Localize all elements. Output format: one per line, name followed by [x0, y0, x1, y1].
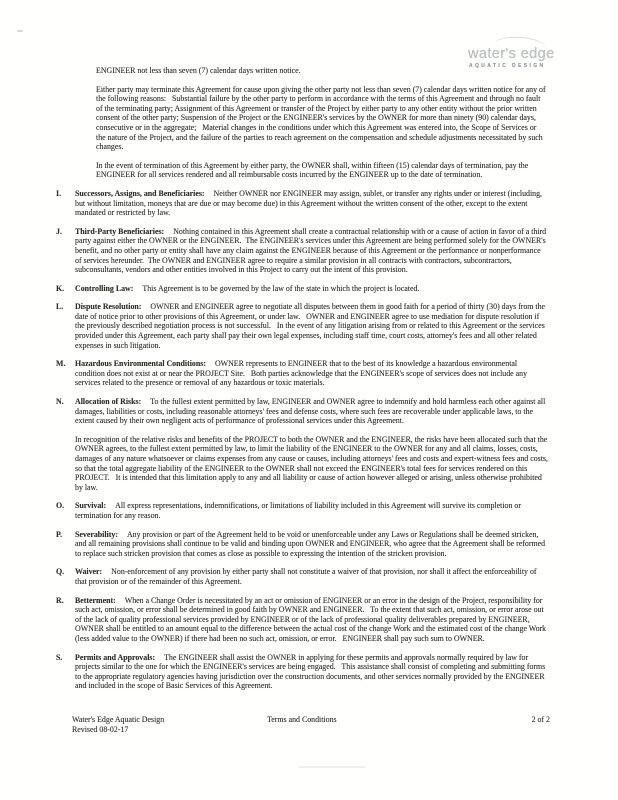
termination-for-cause-paragraph: Either party may terminate this Agreement for cause upon giving the other party not less than seven (7) calendar days written notice for any of the following reasons: Substantial failure by the other party to perform in accordance with the terms of this Agreement and through no fault of the terminating party; Assignment of this Agreement or transfer of the Project by either party to any other entity without the prior written consent of the other party; Suspension of the Project or the ENGINEER's services by the OWNER for more than ninety (90) calendar days, consecutive or in the aggregate; Material changes in the conditions under which this Agreement was entered into, the Scope of Services or the nature of the Project, and the failure of the parties to reach agreement on the compensation and schedule adjustments necessitated by such changes.	[96, 84, 548, 152]
section-successors-assigns-beneficiaries	[56, 189, 548, 218]
section-text: The ENGINEER shall assist the OWNER in applying for these permits and approvals normally required by law for projects similar to the one for which the ENGINEER's services are being engaged. This assistance shall consist of completing and submitting forms to the appropriate regulatory agencies having jurisdiction over the construction documents, and other services normally provided by the ENGINEER and included in the scope of Basic Services of this Agreement.	[75, 652, 548, 691]
section-letter: L.	[56, 302, 64, 312]
section-text: OWNER and ENGINEER agree to negotiate all disputes between them in good faith for a period of thirty (30) days from the date of notice prior to other provisions of this Agreement, or under law. OWNER and ENGINEER agree to use mediation for dispute resolution if the previously described negotiation process is not successful. In the event of any litigation arising from or related to this Agreement or the services provided under this Agreement, each party shall pay their own legal expenses, including staff time, court costs, attorney's fees and all other related expenses in such litigation.	[75, 302, 548, 350]
section-title: Permits and Approvals:	[75, 652, 156, 662]
section-body	[75, 302, 548, 350]
section-text: To the fullest extent permitted by law, ENGINEER and OWNER agree to indemnify and hold harmless each other against all damages, liabilities or costs, including reasonable attorneys' fees and defense costs, where such fees are recoverable under applicable laws, to the extent caused by their own negligent acts of performance of professional services under this Agreement.	[75, 397, 548, 426]
section-body	[75, 397, 548, 492]
section-title: Betterment:	[75, 595, 116, 605]
section-letter: I.	[56, 188, 62, 198]
section-paragraph	[75, 302, 548, 350]
section-text: All express representations, indemnifications, or limitations of liability included in this Agreement will survive its completion or termination for any reason.	[75, 501, 523, 520]
scan-artifact-mark	[17, 30, 23, 32]
section-controlling-law	[56, 284, 548, 294]
footer-page-number: 2 of 2	[531, 715, 550, 724]
section-body	[75, 596, 548, 644]
section-paragraph	[75, 596, 548, 644]
footer-company-name: Water's Edge Aquatic Design	[72, 715, 165, 724]
section-letter: K.	[56, 283, 65, 293]
section-body	[75, 653, 548, 691]
section-letter: S.	[56, 652, 63, 662]
section-text: When a Change Order is necessitated by an act or omission of ENGINEER or an error in the design of the Project, responsibility for such act, omission, or error shall be determined in good faith by OWNER and ENGINEER. To the extent that such act, omission, or error arose out of the lack of quality professional services provided by ENGINEER or of the lack of professional quality deliverables prepared by ENGINEER, OWNER shall be entitled to an amount equal to the difference between the actual cost of the change Work and the estimated cost of the change Work (less added value to the OWNER) if there had been no such act, omission, or error. ENGINEER shall pay such sum to OWNER.	[75, 595, 549, 643]
section-letter: J.	[56, 226, 62, 236]
section-paragraph	[75, 530, 548, 559]
section-title: Hazardous Environmental Conditions:	[75, 359, 206, 369]
section-letter: P.	[56, 529, 63, 539]
continuation-paragraph: ENGINEER not less than seven (7) calendar days written notice.	[96, 66, 301, 75]
section-hazardous-environmental-conditions	[56, 359, 548, 388]
section-text: Nothing contained in this Agreement shall create a contractual relationship with or a cause of action in favor of a third party against either the OWNER or the ENGINEER. The ENGINEER's services under this Agreement are being performed solely for the OWNER's benefit, and no other party or entity shall have any claim against the ENGINEER because of this Agreement or the performance or nonperformance of services hereunder. The OWNER and ENGINEER agree to require a similar provision in all contracts with contractors, subcontractors, subconsultants, vendors and other entities involved in this Project to carry out the intent of this provision.	[75, 226, 549, 275]
section-text: Neither OWNER nor ENGINEER may assign, sublet, or transfer any rights under or interest (including, but without limitation, moneys that are due or may become due) in this Agreement without the written consent of the other, except to the extent mandated or restricted by law.	[75, 188, 545, 218]
section-paragraph	[75, 284, 548, 294]
section-title: Controlling Law:	[75, 283, 134, 293]
section-allocation-of-risks	[56, 397, 548, 492]
section-text: Non-enforcement of any provision by either party shall not constitute a waiver of that provision, nor shall it affect the enforceability of that provision or of the remainder of this Agreement.	[75, 567, 539, 586]
section-title: Allocation of Risks:	[75, 397, 142, 407]
section-paragraph	[75, 397, 548, 426]
section-letter: R.	[56, 595, 64, 605]
section-betterment	[56, 596, 548, 644]
section-paragraph	[75, 189, 548, 218]
section-paragraph	[75, 567, 548, 586]
scan-artifact-smudge	[299, 766, 365, 768]
section-dispute-resolution	[56, 302, 548, 350]
section-survival	[56, 501, 548, 520]
section-text: This Agreement is to be governed by the law of the state in which the project is located.	[142, 283, 420, 293]
section-permits-and-approvals	[56, 653, 548, 691]
section-paragraph	[75, 653, 548, 691]
section-paragraph	[75, 501, 548, 520]
section-title: Severability:	[75, 529, 118, 539]
section-letter: M.	[56, 359, 66, 369]
section-severability	[56, 530, 548, 559]
section-text: In recognition of the relative risks and benefits of the PROJECT to both the OWNER and the ENGINEER, the risks have been allocated such that the OWNER agrees, to the fullest extent permitted by law, to limit the liability of the ENGINEER to the OWNER for any and all claims, losses, costs, damages of any nature whatsoever or claims expenses from any cause or causes, including attorneys' fees and costs and expert-witness fees and costs, so that the total aggregate liability of the ENGINEER to the OWNER shall not exceed the ENGINEER's total fees for services rendered on this PROJECT. It is intended that this limitation apply to any and all liability or cause of action however alleged or arising, unless otherwise prohibited by law.	[75, 434, 550, 492]
section-paragraph	[75, 359, 548, 388]
section-text: Any provision or part of the Agreement held to be void or unenforceable under any Laws or Regulations shall be deemed stricken, and all remaining provisions shall continue to be valid and binding upon OWNER and ENGINEER, who agree that the Agreement shall be reformed to replace such stricken provision that comes as close as possible to expressing the intention of the stricken provision.	[75, 529, 548, 558]
section-title: Dispute Resolution:	[75, 302, 142, 312]
footer-document-title: Terms and Conditions	[267, 715, 337, 724]
section-paragraph	[75, 227, 548, 275]
page-footer	[72, 715, 550, 735]
logo-tagline: AQUATIC DESIGN	[469, 63, 546, 69]
logo-name: water's edge	[468, 46, 555, 62]
section-body	[75, 501, 548, 520]
section-title: Successors, Assigns, and Beneficiaries:	[75, 188, 205, 198]
document-body	[56, 66, 548, 700]
section-text: OWNER represents to ENGINEER that to the best of its knowledge a hazardous environmental condition does not exist at or near the PROJECT Site. Both parties acknowledge that the ENGINEER's scope of services does not include any services related to the presence or removal of any hazardous or toxic materials.	[75, 359, 530, 388]
section-title: Waiver:	[75, 567, 103, 577]
section-title: Third-Party Beneficiaries:	[75, 226, 165, 236]
termination-payment-paragraph: In the event of termination of this Agreement by either party, the OWNER shall, within fifteen (15) calendar days of termination, pay the ENGINEER for all services rendered and all reimbursable costs incurred by the ENGINEER up to the date of termination.	[96, 160, 531, 180]
section-body	[75, 227, 548, 275]
section-body	[75, 359, 548, 388]
section-body	[75, 530, 548, 559]
footer-revision-date: Revised 08-02-17	[72, 724, 129, 734]
section-body	[75, 567, 548, 586]
section-waiver	[56, 567, 548, 586]
section-letter: N.	[56, 397, 64, 407]
section-paragraph	[75, 435, 548, 493]
section-body	[75, 189, 548, 218]
section-third-party-beneficiaries	[56, 227, 548, 275]
section-body	[75, 284, 548, 294]
section-letter: Q.	[56, 567, 65, 577]
section-title: Survival:	[75, 501, 107, 511]
section-letter: O.	[56, 501, 65, 511]
